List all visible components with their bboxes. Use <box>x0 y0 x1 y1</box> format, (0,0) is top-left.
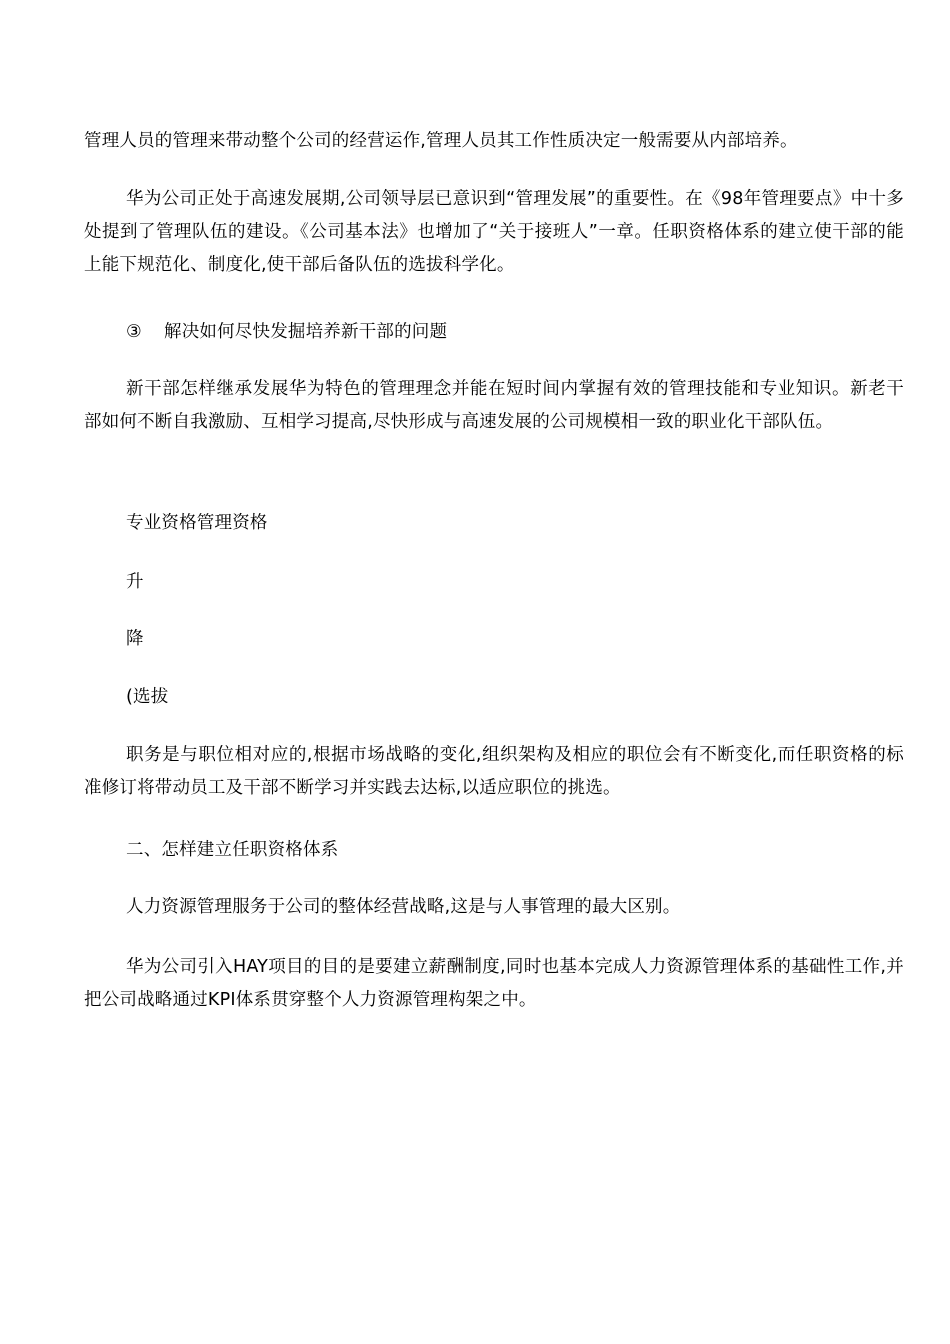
document-page <box>84 0 904 1344</box>
section-heading-text: 解决如何尽快发掘培养新干部的问题 <box>164 322 448 342</box>
label-qualifications: 专业资格管理资格 <box>126 513 268 533</box>
section-heading-new-cadres <box>126 316 447 349</box>
label-selection: (选拔 <box>126 687 169 707</box>
label-demote: 降 <box>126 629 144 649</box>
paragraph-new-cadres: 新干部怎样继承发展华为特色的管理理念并能在短时间内掌握有效的管理技能和专业知识。新老干部如何不断自我激励、互相学习提高,尽快形成与高速发展的公司规模相一致的职业化干部队伍。 <box>84 379 904 432</box>
paragraph-hr-strategy: 人力资源管理服务于公司的整体经营战略,这是与人事管理的最大区别。 <box>126 897 681 917</box>
section-heading-build-system: 二、怎样建立任职资格体系 <box>126 840 339 860</box>
paragraph-management-development: 华为公司正处于高速发展期,公司领导层已意识到“管理发展”的重要性。在《98年管理要点》中十多处提到了管理队伍的建设。《公司基本法》也增加了“关于接班人”一章。任职资格体系的建立使干部的能上能下规范化、制度化,使干部后备队伍的选拔科学化。 <box>84 189 904 275</box>
paragraph-hay-project: 华为公司引入HAY项目的目的是要建立薪酬制度,同时也基本完成人力资源管理体系的基础性工作,并把公司战略通过KPI体系贯穿整个人力资源管理构架之中。 <box>84 957 904 1010</box>
paragraph-positions: 职务是与职位相对应的,根据市场战略的变化,组织架构及相应的职位会有不断变化,而任职资格的标准修订将带动员工及干部不断学习并实践去达标,以适应职位的挑选。 <box>84 745 904 798</box>
paragraph-management-training: 管理人员的管理来带动整个公司的经营运作,管理人员其工作性质决定一般需要从内部培养。 <box>84 131 798 151</box>
circled-number-marker: ③ <box>126 322 142 342</box>
label-promote: 升 <box>126 572 144 592</box>
